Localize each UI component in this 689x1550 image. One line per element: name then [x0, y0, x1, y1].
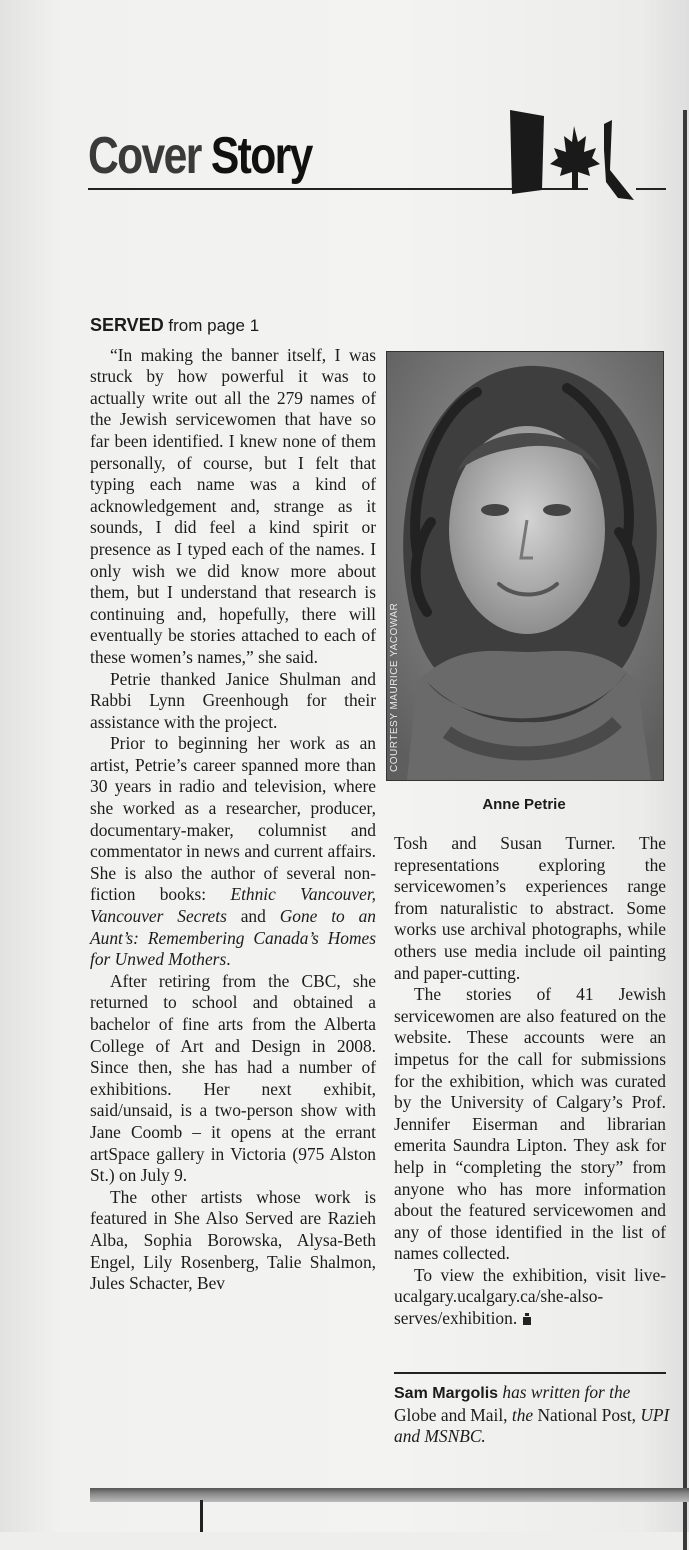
- paragraph-education: After retiring from the CBC, she returned to school and obtained a bachelor of fine arts from the Alberta College of Art and Design in 2008. Since then, she has had a number of exhibitions. Her next exhibit, said/unsaid, is a two-person show with Jane Coomb – it opens at the errant artSpace gallery in Victoria (975 Alston St.) on July 9.: [90, 970, 376, 1186]
- bottom-scan-band: [90, 1488, 689, 1502]
- exhibition-link-text: To view the exhibition, visit live-ucalgary.ucalgary.ca/she-also-serves/exhibition.: [394, 1264, 666, 1329]
- end-of-article-icon: [522, 1313, 532, 1325]
- book-title-2: Gone to an Aunt’s: Remembering Canada’s Homes for Unwed Mothers: [90, 906, 376, 970]
- portrait-image: [387, 352, 663, 780]
- jump-line: [90, 315, 376, 337]
- bottom-column-rule: [200, 1500, 203, 1532]
- bio-outlet-3: UPI and MSNBC.: [394, 1404, 670, 1447]
- author-bio: [394, 1382, 670, 1448]
- bio-rule: [394, 1372, 666, 1374]
- career-text: Prior to beginning her work as an artist, Petrie’s career spanned more than 30 years in radio and television, where she worked as a researcher, producer, documentary-maker, columnist and commentator in news and current affairs. She is also the author of several non-fiction books:: [90, 733, 376, 905]
- section-title-word1: Cover: [88, 127, 201, 185]
- bio-text-1: has written for the: [498, 1382, 631, 1402]
- paragraph-thanks: Petrie thanked Janice Shulman and Rabbi Lynn Greenhough for their assistance with the project.: [90, 668, 376, 732]
- section-title-word2: Story: [210, 127, 312, 185]
- header-rule-end: [636, 188, 666, 190]
- paragraph-career: [90, 733, 376, 971]
- jump-keyword: SERVED: [90, 315, 164, 335]
- photo-caption: Anne Petrie: [482, 796, 566, 813]
- article-column-1: [90, 315, 376, 1295]
- paragraph-artists: The other artists whose work is featured in She Also Served are Razieh Alba, Sophia Borowska, Alysa-Beth Engel, Lily Rosenberg, Talie Shalmon, Jules Schacter, Bev: [90, 1186, 376, 1294]
- career-end: .: [226, 949, 231, 970]
- canada-flag-icon: [508, 110, 638, 202]
- book-title-1: Ethnic Vancouver, Vancouver Secrets: [90, 884, 376, 927]
- page-gutter-line: [683, 110, 687, 1550]
- portrait-photo: [386, 351, 664, 781]
- bio-outlet-1: Globe and Mail,: [394, 1404, 512, 1425]
- paragraph-stories: The stories of 41 Jewish servicewomen are also featured on the website. These accounts were an impetus for the call for submissions for the exhibition, which was curated by the University of Calgary’s Prof. Jennifer Eiserman and librarian emerita Saundra Lipton. They ask for help in “completing the story” from anyone who has more information about the featured servicewomen and any of those identified in the list of names collected.: [394, 984, 666, 1264]
- career-and: and: [226, 906, 280, 927]
- photo-credit: COURTESY MAURICE YACOWAR: [389, 602, 400, 772]
- paragraph-quote: “In making the banner itself, I was struck by how powerful it was to actually write out all the 279 names of the Jewish servicewomen that have so far been identified. I knew none of them personally, of course, but I felt that typing each name was a kind of acknowledgement and, strange as it sounds, I did feel a kind spirit or presence as I typed each of the names. I only wish we did know more about them, but I understand that research is continuing and, hopefully, there will eventually be stories attached to each of these women’s names,” she said.: [90, 344, 376, 667]
- section-title: [88, 126, 312, 186]
- paragraph-representations: Tosh and Susan Turner. The representations exploring the servicewomen’s experiences range from naturalistic to abstract. Some works use archival photographs, while others use media include oil painting and paper-cutting.: [394, 833, 666, 983]
- article-column-2: [394, 833, 666, 1330]
- jump-source: from page 1: [163, 316, 260, 335]
- bio-text-2: the: [511, 1404, 534, 1425]
- author-name: Sam Margolis: [394, 1385, 499, 1402]
- section-header: [88, 120, 688, 220]
- paragraph-exhibition-link: [394, 1265, 666, 1330]
- bio-outlet-2: National Post,: [533, 1404, 641, 1425]
